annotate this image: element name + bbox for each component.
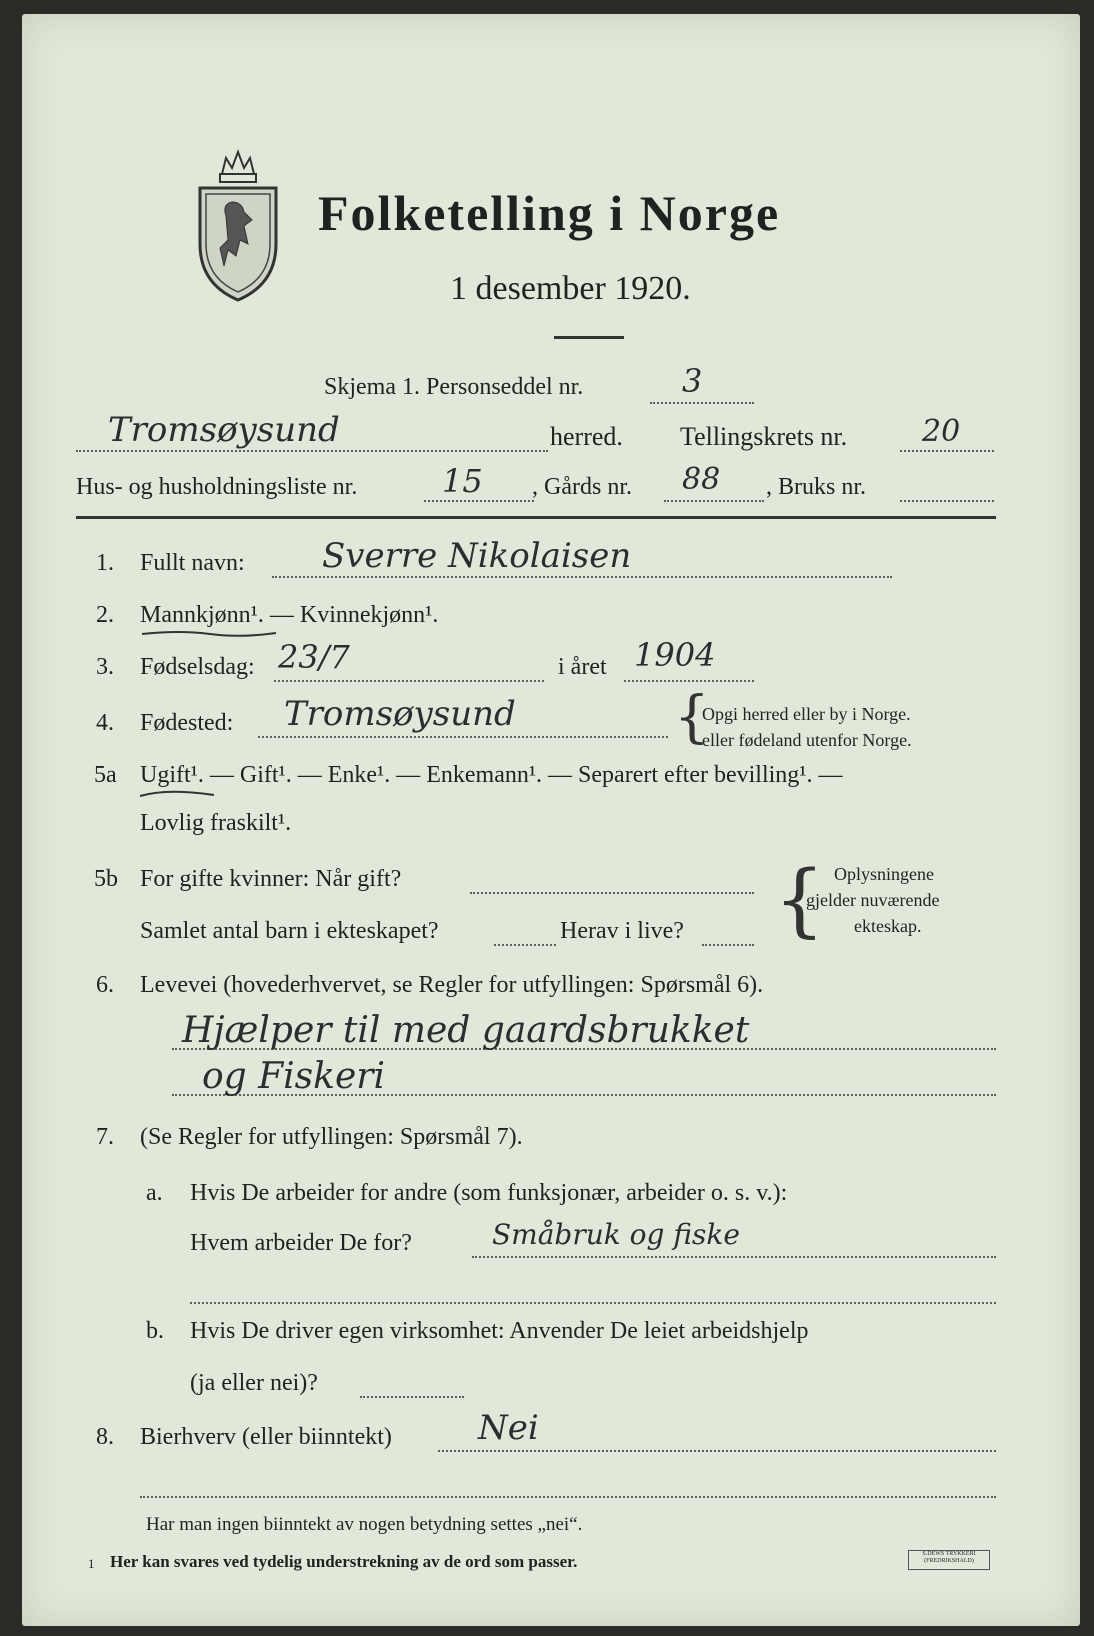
q7b-answer-label: (ja eller nei)? (190, 1370, 318, 1396)
q6-label: Levevei (hovederhvervet, se Regler for utfyllingen: Spørsmål 6). (140, 972, 764, 998)
q3-label: Fødselsdag: (140, 654, 255, 680)
q4-label: Fødested: (140, 710, 234, 736)
husholdningsliste-value[interactable]: 15 (442, 462, 483, 500)
q4-value[interactable]: Tromsøysund (284, 694, 516, 734)
q5a-options-2[interactable]: Lovlig fraskilt¹. (140, 810, 292, 836)
q5a-options[interactable]: Ugift¹. — Gift¹. — Enke¹. — Enkemann¹. — Separert efter bevilling¹. — (140, 762, 843, 788)
q5a-underline-mark (138, 786, 218, 800)
q7a-line-1 (472, 1256, 996, 1258)
title-divider (554, 336, 624, 339)
q7b-number: b. (146, 1318, 164, 1344)
q8-line-2 (140, 1496, 996, 1498)
herred-value[interactable]: Tromsøysund (108, 410, 340, 450)
q5b-married-line (470, 892, 754, 894)
q2-label[interactable]: Mannkjønn¹. — Kvinnekjønn¹. (140, 602, 439, 628)
q7a-line-2 (190, 1302, 996, 1304)
q6-value-2[interactable]: og Fiskeri (202, 1056, 385, 1097)
q7a-employer-label: Hvem arbeider De for? (190, 1230, 412, 1256)
printer-stamp-line-1: S.DEWS TRYKKERI (922, 1551, 976, 1557)
header-divider (76, 516, 996, 519)
q4-number: 4. (96, 710, 114, 736)
q8-line-1 (438, 1450, 996, 1452)
census-form (22, 14, 1080, 1626)
q7-label: (Se Regler for utfyllingen: Spørsmål 7). (140, 1124, 523, 1150)
husholdningsliste-label: Hus- og husholdningsliste nr. (76, 474, 358, 500)
q5b-brace: { (774, 853, 825, 946)
footnote-mark: 1 (88, 1556, 95, 1571)
printer-stamp (908, 1550, 990, 1570)
q3-date-line (274, 680, 544, 682)
schema-value[interactable]: 3 (682, 362, 703, 400)
q3-year-label: i året (558, 654, 607, 680)
q5b-married-label: For gifte kvinner: Når gift? (140, 866, 402, 892)
norwegian-coat-of-arms-icon (192, 144, 284, 304)
q5b-alive-label: Herav i live? (560, 918, 684, 944)
printer-stamp-line-2: (FREDRIKSHALD) (924, 1558, 974, 1564)
q1-line (272, 576, 892, 578)
q5a-number: 5a (94, 762, 117, 788)
q4-brace: { (674, 685, 710, 750)
q3-year-value[interactable]: 1904 (634, 636, 716, 674)
q7-number: 7. (96, 1124, 114, 1150)
q5b-number: 5b (94, 866, 118, 892)
q8-value[interactable]: Nei (478, 1408, 539, 1448)
gards-line (664, 500, 764, 502)
q8-number: 8. (96, 1424, 114, 1450)
tellingskrets-line (900, 450, 994, 452)
q1-value[interactable]: Sverre Nikolaisen (322, 536, 632, 576)
q7b-line (360, 1396, 464, 1398)
q5b-alive-line (702, 944, 754, 946)
q5b-children-line (494, 944, 556, 946)
q7a-number: a. (146, 1180, 163, 1206)
q5b-children-label: Samlet antal barn i ekteskapet? (140, 918, 439, 944)
tellingskrets-value[interactable]: 20 (922, 414, 961, 449)
q6-value-1[interactable]: Hjælper til med gaardsbrukket (182, 1010, 750, 1051)
tellingskrets-label: Tellingskrets nr. (680, 422, 848, 451)
q7a-employer-value[interactable]: Småbruk og fiske (492, 1218, 740, 1251)
form-date: 1 desember 1920. (450, 270, 691, 307)
q8-label: Bierhverv (eller biinntekt) (140, 1424, 392, 1450)
q6-number: 6. (96, 972, 114, 998)
bruks-line (900, 500, 994, 502)
herred-line (76, 450, 548, 452)
q2-underline-mark (140, 628, 280, 638)
herred-label: herred. (550, 422, 623, 451)
q1-number: 1. (96, 550, 114, 576)
q3-year-line (624, 680, 754, 682)
q4-note-2: eller fødeland utenfor Norge. (702, 730, 912, 750)
q4-line (258, 736, 668, 738)
schema-label: Skjema 1. Personseddel nr. (324, 374, 584, 400)
q1-label: Fullt navn: (140, 550, 245, 576)
q5b-note-3: ekteskap. (854, 916, 922, 936)
no-income-note: Har man ingen biinntekt av nogen betydning settes „nei“. (146, 1514, 583, 1535)
gards-value[interactable]: 88 (682, 462, 721, 497)
q7b-question: Hvis De driver egen virksomhet: Anvender De leiet arbeidshjelp (190, 1318, 809, 1344)
q4-note-1: Opgi herred eller by i Norge. (702, 704, 911, 724)
q3-date-value[interactable]: 23/7 (278, 638, 350, 676)
schema-line (650, 402, 754, 404)
bruks-label: , Bruks nr. (766, 474, 867, 500)
q5b-note-2: gjelder nuværende (806, 890, 940, 910)
q5b-note-1: Oplysningene (834, 864, 934, 884)
q3-number: 3. (96, 654, 114, 680)
gards-label: , Gårds nr. (532, 474, 632, 500)
footnote-text: Her kan svares ved tydelig understrekning av de ord som passer. (110, 1552, 578, 1571)
q7a-question: Hvis De arbeider for andre (som funksjonær, arbeider o. s. v.): (190, 1180, 788, 1206)
form-title: Folketelling i Norge (318, 185, 781, 241)
husholdningsliste-line (424, 500, 534, 502)
q2-number: 2. (96, 602, 114, 628)
